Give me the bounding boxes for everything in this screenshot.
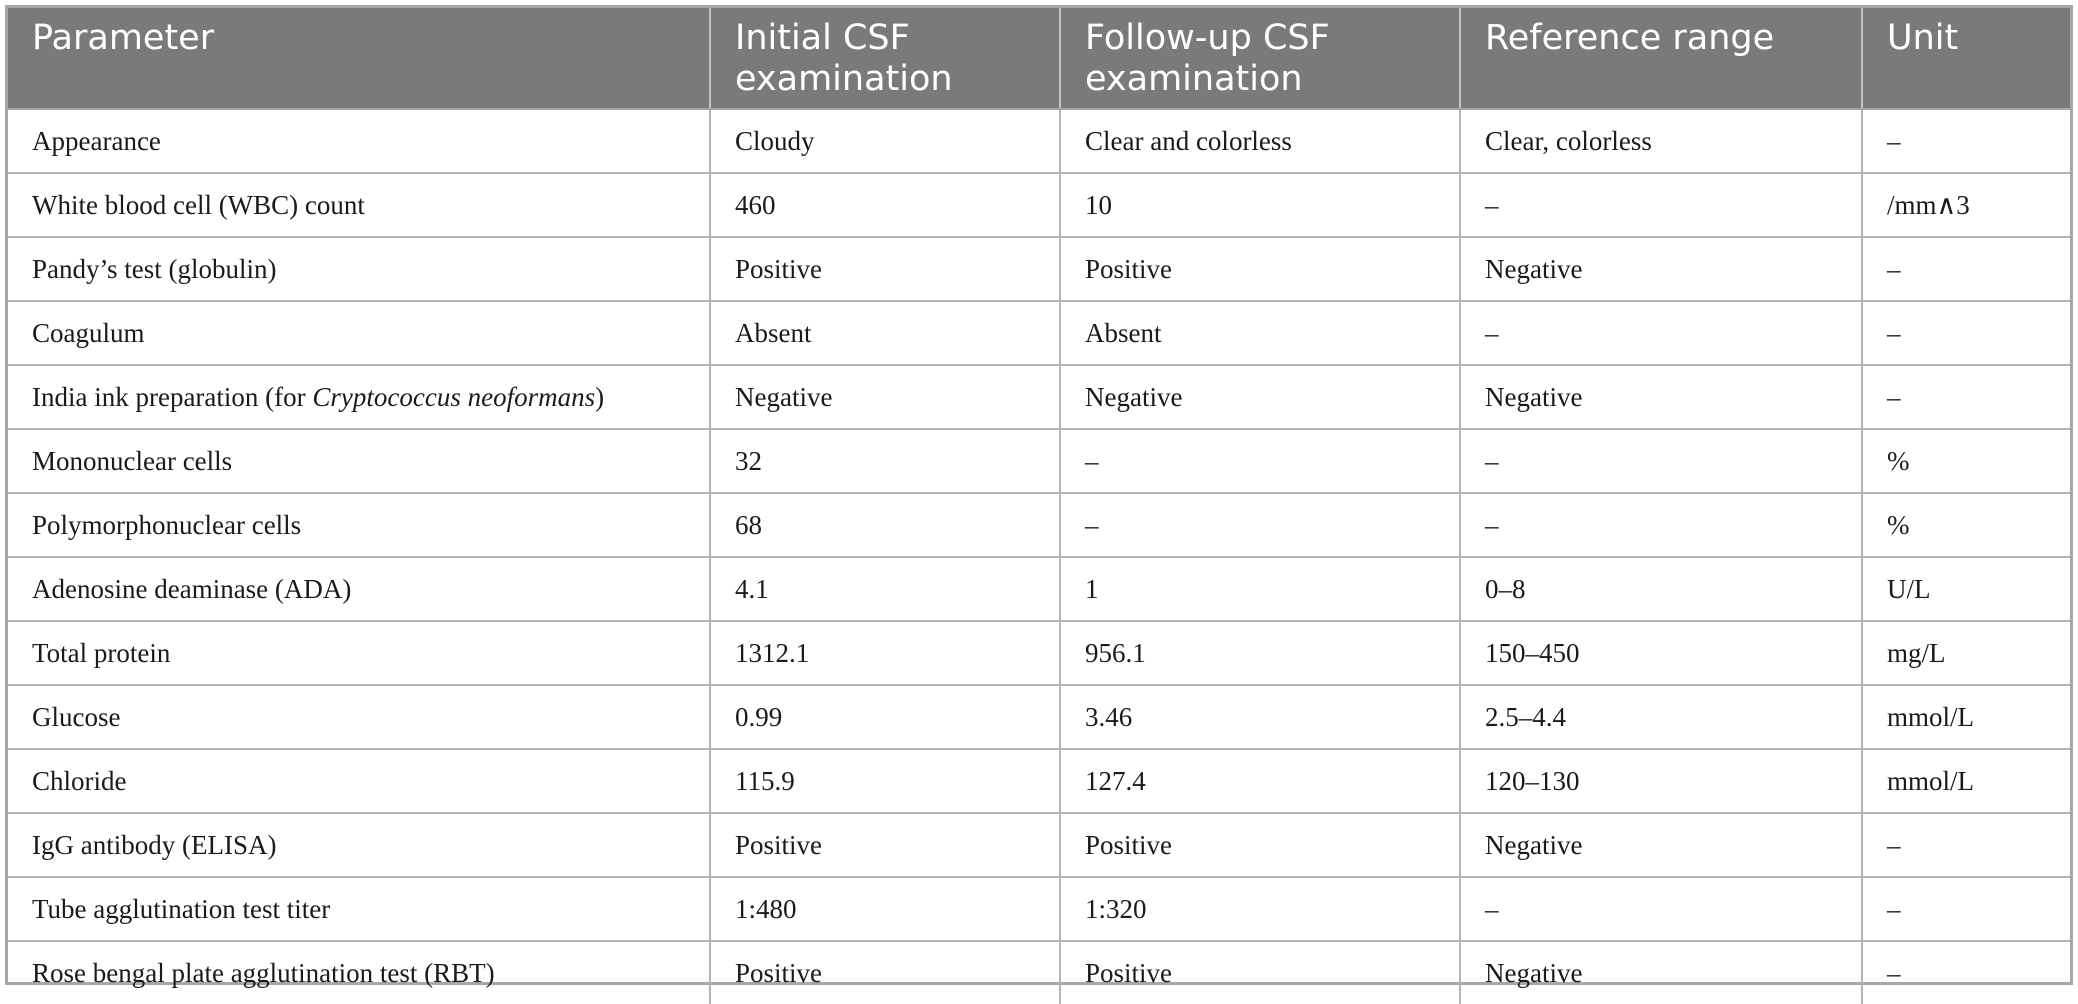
cell-followup: Absent — [1060, 301, 1460, 365]
cell-initial: Positive — [710, 237, 1060, 301]
parameter-prefix: India ink preparation (for — [32, 381, 313, 412]
cell-unit: U/L — [1862, 557, 2070, 621]
header-parameter: Parameter — [8, 8, 710, 109]
table-row — [8, 173, 2070, 237]
cell-followup: 3.46 — [1060, 685, 1460, 749]
cell-reference: Negative — [1460, 237, 1862, 301]
cell-followup: Positive — [1060, 941, 1460, 1004]
header-followup-csf: Follow-up CSF examination — [1060, 8, 1460, 109]
cell-followup: 1:320 — [1060, 877, 1460, 941]
cell-followup: 10 — [1060, 173, 1460, 237]
cell-parameter: Chloride — [8, 749, 710, 813]
cell-parameter: White blood cell (WBC) count — [8, 173, 710, 237]
table-header-row — [8, 8, 2070, 109]
csf-results-table — [8, 8, 2070, 1004]
cell-followup: Negative — [1060, 365, 1460, 429]
cell-parameter: Appearance — [32, 125, 161, 156]
cell-unit: mmol/L — [1862, 749, 2070, 813]
cell-initial: Absent — [710, 301, 1060, 365]
cell-unit: – — [1862, 941, 2070, 1004]
cell-unit: mmol/L — [1862, 685, 2070, 749]
cell-initial: Negative — [710, 365, 1060, 429]
cell-followup: – — [1060, 429, 1460, 493]
cell-followup: 127.4 — [1060, 749, 1460, 813]
table-row — [8, 493, 2070, 557]
cell-initial: 115.9 — [710, 749, 1060, 813]
cell-reference: – — [1460, 877, 1862, 941]
cell-unit: % — [1862, 493, 2070, 557]
cell-unit: mg/L — [1862, 621, 2070, 685]
cell-parameter: Glucose — [8, 685, 710, 749]
table-row — [8, 813, 2070, 877]
cell-unit: – — [1862, 237, 2070, 301]
cell-unit: – — [1862, 877, 2070, 941]
cell-initial: 1:480 — [710, 877, 1060, 941]
cell-parameter: Total protein — [8, 621, 710, 685]
cell-unit: – — [1862, 109, 2070, 173]
cell-reference: Negative — [1460, 941, 1862, 1004]
cell-reference: – — [1460, 173, 1862, 237]
cell-followup: Clear and colorless — [1060, 109, 1460, 173]
cell-parameter — [8, 365, 710, 429]
cell-reference: 2.5–4.4 — [1460, 685, 1862, 749]
cell-initial: Positive — [710, 813, 1060, 877]
cell-unit: – — [1862, 365, 2070, 429]
cell-parameter: Coagulum — [8, 301, 710, 365]
cell-initial: Cloudy — [710, 109, 1060, 173]
header-initial-csf: Initial CSF examination — [710, 8, 1060, 109]
table-row — [8, 621, 2070, 685]
cell-reference: Negative — [1460, 365, 1862, 429]
table-row — [8, 365, 2070, 429]
cell-reference: Clear, colorless — [1460, 109, 1862, 173]
cell-unit: – — [1862, 301, 2070, 365]
table-row — [8, 109, 2070, 173]
cell-reference: – — [1460, 301, 1862, 365]
cell-reference: – — [1460, 493, 1862, 557]
cell-initial: 460 — [710, 173, 1060, 237]
cell-parameter: Polymorphonuclear cells — [8, 493, 710, 557]
cell-initial: 68 — [710, 493, 1060, 557]
cell-parameter: Adenosine deaminase (ADA) — [8, 557, 710, 621]
cell-followup: Positive — [1060, 237, 1460, 301]
cell-initial: 1312.1 — [710, 621, 1060, 685]
cell-reference: 0–8 — [1460, 557, 1862, 621]
cell-parameter: Rose bengal plate agglutination test (RBT) — [8, 941, 710, 1004]
cell-initial: Positive — [710, 941, 1060, 1004]
cell-unit: – — [1862, 813, 2070, 877]
cell-followup: – — [1060, 493, 1460, 557]
table-row — [8, 557, 2070, 621]
cell-parameter: Mononuclear cells — [8, 429, 710, 493]
csf-results-table-frame — [5, 5, 2073, 988]
cell-unit: /mm∧3 — [1862, 173, 2070, 237]
cell-reference: 120–130 — [1460, 749, 1862, 813]
table-row — [8, 941, 2070, 1004]
table-row — [8, 749, 2070, 813]
cell-initial: 4.1 — [710, 557, 1060, 621]
parameter-suffix: ) — [595, 381, 605, 412]
table-row — [8, 301, 2070, 365]
cell-reference: – — [1460, 429, 1862, 493]
cell-reference: Negative — [1460, 813, 1862, 877]
header-reference-range: Reference range — [1460, 8, 1862, 109]
table-row — [8, 877, 2070, 941]
parameter-organism-name: Cryptococcus neoformans — [312, 381, 596, 412]
cell-initial: 0.99 — [710, 685, 1060, 749]
cell-parameter: IgG antibody (ELISA) — [8, 813, 710, 877]
cell-initial: 32 — [710, 429, 1060, 493]
table-row — [8, 685, 2070, 749]
cell-followup: 956.1 — [1060, 621, 1460, 685]
cell-parameter: Pandy’s test (globulin) — [8, 237, 710, 301]
cell-followup: 1 — [1060, 557, 1460, 621]
cell-parameter: Tube agglutination test titer — [8, 877, 710, 941]
table-row — [8, 237, 2070, 301]
cell-unit: % — [1862, 429, 2070, 493]
cell-followup: Positive — [1060, 813, 1460, 877]
cell-reference: 150–450 — [1460, 621, 1862, 685]
table-row — [8, 429, 2070, 493]
header-unit: Unit — [1862, 8, 2070, 109]
